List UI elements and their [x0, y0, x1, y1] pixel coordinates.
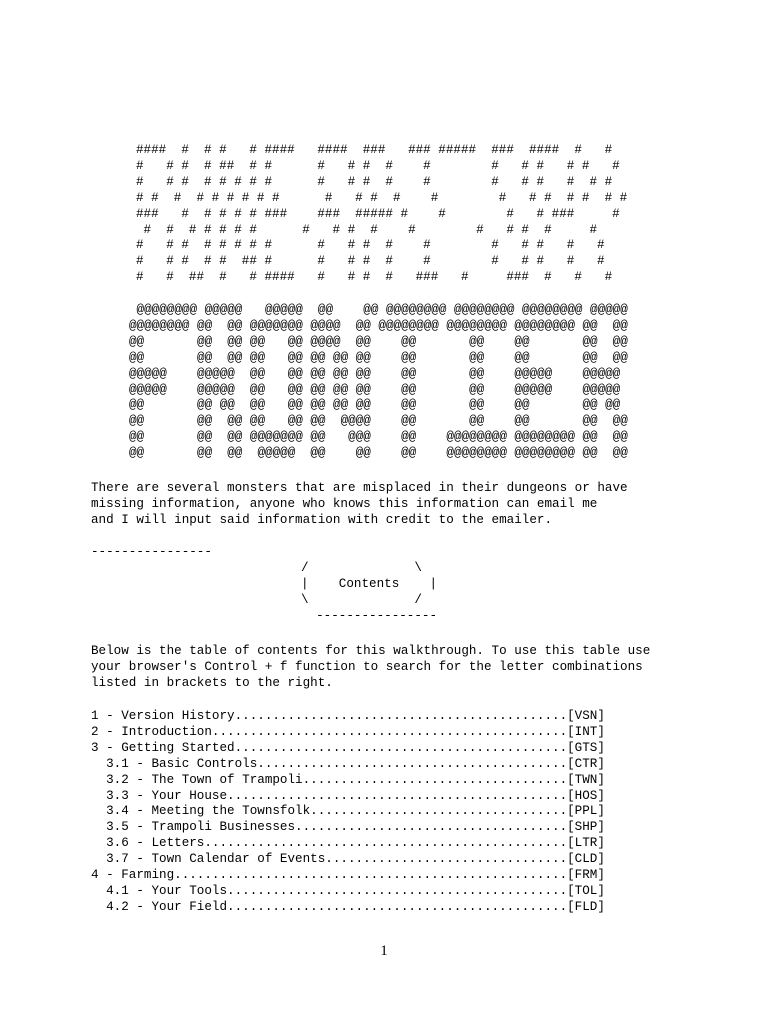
page-number: 1	[380, 943, 388, 959]
toc-entry-introduction: 2 - Introduction...............................................[INT]	[91, 724, 605, 739]
subtitle-art-line: @@ @@ @@ @@@@@ @@ @@ @@ @@@@@@@@ @@@@@@@@ @@ @@	[129, 446, 628, 461]
toc-entry-letters: 3.6 - Letters................................................[LTR]	[91, 836, 605, 851]
title-art-line: # # ## # # #### # # # # ### # ### # # #	[136, 270, 613, 285]
subtitle-art-line: @@@@@@@@ @@@@@ @@@@@ @@ @@ @@@@@@@@ @@@@@@@@ @@@@@@@@ @@@@@	[129, 303, 628, 317]
subtitle-art-line: @@@@@ @@@@@ @@ @@ @@ @@ @@ @@ @@ @@@@@ @@@@@	[129, 366, 621, 381]
title-art-line: #### # # # # #### #### ### ### ##### ### #### # #	[136, 143, 613, 157]
subtitle-art-line: @@ @@ @@ @@ @@ @@ @@ @@ @@ @@ @@ @@ @@	[129, 350, 628, 365]
title-art-line: # # # # # # # # # # # # # # # # # #	[136, 238, 605, 253]
subtitle-art-line: @@ @@ @@ @@@@@@@ @@ @@@ @@ @@@@@@@@ @@@@@@@@ @@ @@	[129, 430, 628, 445]
title-art-line: # # # # # ## # # # # # # # # # # #	[136, 254, 605, 269]
toc-intro-line: Below is the table of contents for this walkthrough. To use this table use	[91, 644, 651, 658]
toc-entry-version-history: 1 - Version History............................................[VSN]	[91, 709, 605, 723]
toc-entry-your-field: 4.2 - Your Field.............................................[FLD]	[91, 899, 605, 914]
subtitle-art-line: @@@@@ @@@@@ @@ @@ @@ @@ @@ @@ @@ @@@@@ @@@@@	[129, 382, 621, 397]
toc-intro-line: your browser's Control + f function to search for the letter combinations	[91, 659, 643, 674]
toc-entry-town-calendar: 3.7 - Town Calendar of Events................................[CLD]	[91, 852, 605, 867]
title-art-line: # # # # # # # # # # # # # # # # # # # # #	[136, 190, 628, 205]
intro-note-line: There are several monsters that are misplaced in their dungeons or have	[91, 481, 628, 495]
title-ascii-art	[136, 143, 627, 286]
contents-box-bottom: \ /	[301, 592, 422, 607]
subtitle-ascii-art	[129, 303, 628, 462]
toc-entry-your-house: 3.3 - Your House.............................................[HOS]	[91, 788, 605, 803]
subtitle-art-line: @@ @@ @@ @@ @@ @@@@ @@ @@ @@ @@ @@ @@	[129, 334, 628, 349]
section-divider	[91, 545, 212, 561]
table-of-contents	[91, 709, 605, 916]
subtitle-art-line: @@ @@ @@ @@ @@ @@ @@ @@ @@ @@ @@ @@ @@	[129, 398, 621, 413]
contents-box-top: / \	[301, 561, 422, 575]
toc-intro-paragraph	[91, 644, 650, 692]
intro-note-line: and I will input said information with credit to the emailer.	[91, 512, 553, 527]
subtitle-art-line: @@ @@ @@ @@ @@ @@ @@@@ @@ @@ @@ @@ @@	[129, 414, 628, 429]
title-art-line: # # # # ## # # # # # # # # # # # # #	[136, 158, 620, 173]
toc-entry-basic-controls: 3.1 - Basic Controls.........................................[CTR]	[91, 756, 605, 771]
toc-entry-farming: 4 - Farming....................................................[FRM]	[91, 868, 605, 883]
title-art-line: # # # # # # # # # # # # # # # # # # #	[136, 174, 613, 189]
toc-intro-line: listed in brackets to the right.	[91, 675, 333, 690]
contents-underline: ----------------	[301, 608, 438, 623]
contents-header-box	[301, 561, 437, 625]
contents-title: | Contents |	[301, 576, 438, 591]
divider-line: ----------------	[91, 545, 212, 559]
toc-entry-getting-started: 3 - Getting Started............................................[GTS]	[91, 740, 605, 755]
toc-entry-meeting-townsfolk: 3.4 - Meeting the Townsfolk..................................[PPL]	[91, 804, 605, 819]
intro-note-line: missing information, anyone who knows this information can email me	[91, 496, 598, 511]
toc-entry-your-tools: 4.1 - Your Tools.............................................[TOL]	[91, 883, 605, 898]
title-art-line: # # # # # # # # # # # # # # # # #	[136, 222, 598, 237]
intro-note-paragraph	[91, 481, 628, 529]
subtitle-art-line: @@@@@@@@ @@ @@ @@@@@@@ @@@@ @@ @@@@@@@@ @@@@@@@@ @@@@@@@@ @@ @@	[129, 318, 628, 333]
toc-entry-town-of-trampoli: 3.2 - The Town of Trampoli...................................[TWN]	[91, 772, 605, 787]
title-art-line: ### # # # # # ### ### ##### # # # # ### #	[136, 206, 620, 221]
toc-entry-trampoli-businesses: 3.5 - Trampoli Businesses....................................[SHP]	[91, 820, 605, 835]
